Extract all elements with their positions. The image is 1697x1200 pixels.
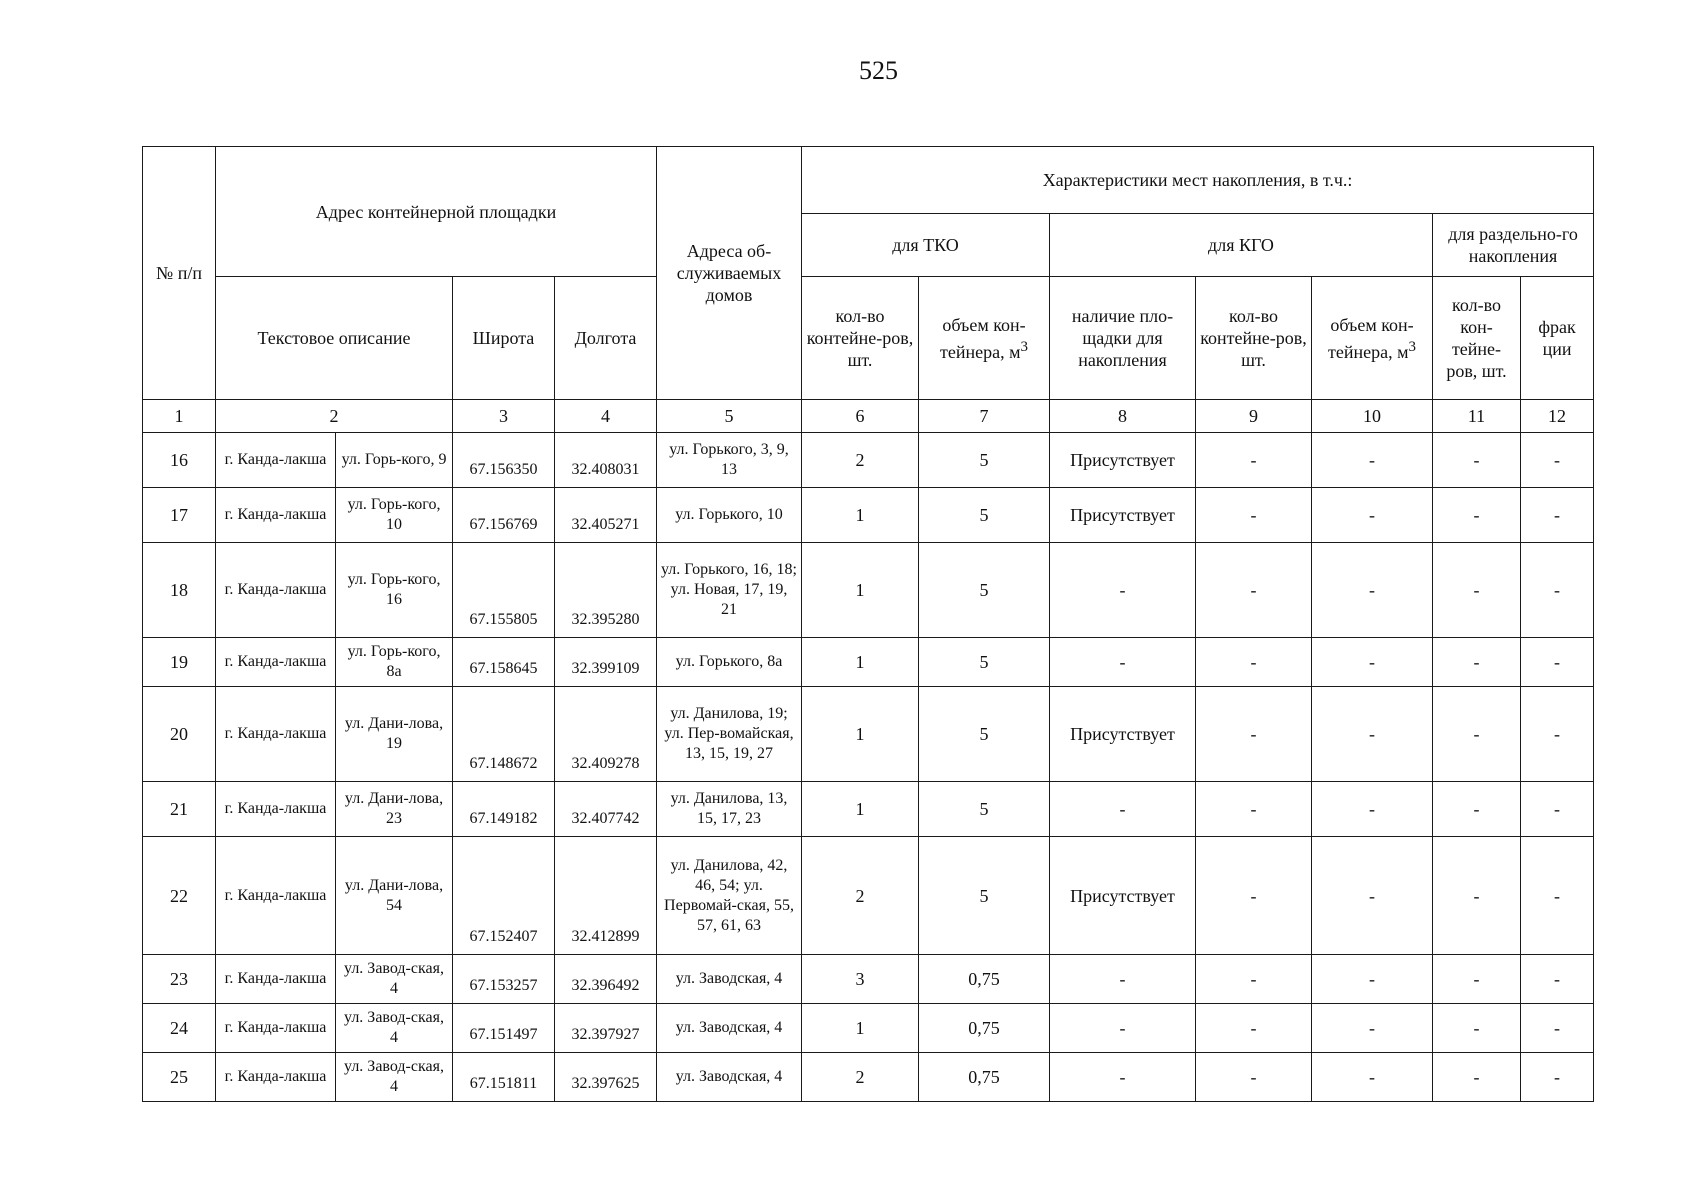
separate-count-cell: - [1433, 782, 1521, 837]
column-number: 3 [453, 400, 555, 433]
tko-count-cell: 1 [802, 687, 919, 782]
kgo-volume-cell: - [1312, 1004, 1433, 1053]
row-number: 17 [143, 488, 216, 543]
column-number: 1 [143, 400, 216, 433]
separate-fraction-cell: - [1521, 488, 1594, 543]
column-number: 10 [1312, 400, 1433, 433]
container-sites-table [142, 146, 1594, 1102]
kgo-volume-cell: - [1312, 543, 1433, 638]
column-number: 12 [1521, 400, 1594, 433]
header-kgo-volume: объем кон-тейнера, $м^3$ [1312, 277, 1433, 400]
latitude-cell: 67.149182 [453, 782, 555, 837]
kgo-volume-cell: - [1312, 1053, 1433, 1102]
table-row [143, 638, 1594, 687]
city-cell: г. Канда-лакша [216, 543, 336, 638]
header-for-kgo: для КГО [1050, 214, 1433, 277]
tko-volume-cell: 5 [919, 687, 1050, 782]
tko-count-cell: 1 [802, 782, 919, 837]
tko-count-cell: 2 [802, 837, 919, 955]
served-houses-cell: ул. Горького, 3, 9, 13 [657, 433, 802, 488]
kgo-site-cell: - [1050, 955, 1196, 1004]
served-houses-cell: ул. Данилова, 42, 46, 54; ул. Первомай-ская, 55, 57, 61, 63 [657, 837, 802, 955]
table-row [143, 433, 1594, 488]
tko-count-cell: 2 [802, 433, 919, 488]
row-number: 19 [143, 638, 216, 687]
latitude-cell: 67.155805 [453, 543, 555, 638]
header-separate-fraction: фрак ции [1521, 277, 1594, 400]
city-cell: г. Канда-лакша [216, 638, 336, 687]
tko-count-cell: 1 [802, 543, 919, 638]
latitude-cell: 67.152407 [453, 837, 555, 955]
city-cell: г. Канда-лакша [216, 433, 336, 488]
kgo-site-cell: - [1050, 1053, 1196, 1102]
served-houses-cell: ул. Горького, 8а [657, 638, 802, 687]
longitude-cell: 32.395280 [555, 543, 657, 638]
served-houses-cell: ул. Данилова, 13, 15, 17, 23 [657, 782, 802, 837]
kgo-volume-cell: - [1312, 955, 1433, 1004]
table-row [143, 782, 1594, 837]
header-tko-count: кол-во контейне-ров, шт. [802, 277, 919, 400]
kgo-count-cell: - [1196, 433, 1312, 488]
separate-fraction-cell: - [1521, 782, 1594, 837]
column-number: 5 [657, 400, 802, 433]
table-body [143, 433, 1594, 1102]
served-houses-cell: ул. Горького, 10 [657, 488, 802, 543]
header-for-tko: для ТКО [802, 214, 1050, 277]
kgo-volume-cell: - [1312, 488, 1433, 543]
longitude-cell: 32.397625 [555, 1053, 657, 1102]
street-cell: ул. Завод-ская, 4 [336, 955, 453, 1004]
kgo-site-cell: Присутствует [1050, 433, 1196, 488]
latitude-cell: 67.156769 [453, 488, 555, 543]
separate-count-cell: - [1433, 837, 1521, 955]
street-cell: ул. Завод-ская, 4 [336, 1053, 453, 1102]
column-number: 2 [216, 400, 453, 433]
row-number: 24 [143, 1004, 216, 1053]
kgo-count-cell: - [1196, 955, 1312, 1004]
header-latitude: Широта [453, 277, 555, 400]
header-text-description: Текстовое описание [216, 277, 453, 400]
longitude-cell: 32.412899 [555, 837, 657, 955]
served-houses-cell: ул. Горького, 16, 18; ул. Новая, 17, 19, 21 [657, 543, 802, 638]
served-houses-cell: ул. Заводская, 4 [657, 955, 802, 1004]
latitude-cell: 67.158645 [453, 638, 555, 687]
tko-volume-cell: 5 [919, 782, 1050, 837]
table-row [143, 1053, 1594, 1102]
tko-count-cell: 1 [802, 488, 919, 543]
header-kgo-count: кол-во контейне-ров, шт. [1196, 277, 1312, 400]
table-row [143, 488, 1594, 543]
kgo-volume-cell: - [1312, 638, 1433, 687]
row-number: 20 [143, 687, 216, 782]
table-row [143, 955, 1594, 1004]
tko-volume-cell: 0,75 [919, 1053, 1050, 1102]
header-served-houses: Адреса об-служиваемых домов [657, 147, 802, 400]
city-cell: г. Канда-лакша [216, 1053, 336, 1102]
column-numbers-row [143, 400, 1594, 433]
page-number: 525 [859, 56, 898, 85]
row-number: 25 [143, 1053, 216, 1102]
kgo-count-cell: - [1196, 837, 1312, 955]
kgo-volume-cell: - [1312, 837, 1433, 955]
column-number: 4 [555, 400, 657, 433]
city-cell: г. Канда-лакша [216, 687, 336, 782]
street-cell: ул. Горь-кого, 16 [336, 543, 453, 638]
separate-fraction-cell: - [1521, 955, 1594, 1004]
kgo-count-cell: - [1196, 687, 1312, 782]
table-row [143, 1004, 1594, 1053]
column-number: 6 [802, 400, 919, 433]
served-houses-cell: ул. Заводская, 4 [657, 1053, 802, 1102]
tko-count-cell: 2 [802, 1053, 919, 1102]
street-cell: ул. Горь-кого, 10 [336, 488, 453, 543]
kgo-count-cell: - [1196, 638, 1312, 687]
tko-volume-cell: 5 [919, 433, 1050, 488]
separate-count-cell: - [1433, 638, 1521, 687]
longitude-cell: 32.407742 [555, 782, 657, 837]
separate-fraction-cell: - [1521, 433, 1594, 488]
kgo-volume-cell: - [1312, 433, 1433, 488]
kgo-site-cell: - [1050, 1004, 1196, 1053]
street-cell: ул. Горь-кого, 8а [336, 638, 453, 687]
city-cell: г. Канда-лакша [216, 1004, 336, 1053]
kgo-count-cell: - [1196, 488, 1312, 543]
served-houses-cell: ул. Заводская, 4 [657, 1004, 802, 1053]
latitude-cell: 67.151497 [453, 1004, 555, 1053]
separate-fraction-cell: - [1521, 687, 1594, 782]
street-cell: ул. Дани-лова, 19 [336, 687, 453, 782]
header-separate-count: кол-во кон-тейне-ров, шт. [1433, 277, 1521, 400]
separate-count-cell: - [1433, 433, 1521, 488]
tko-volume-cell: 0,75 [919, 1004, 1050, 1053]
separate-fraction-cell: - [1521, 837, 1594, 955]
column-number: 8 [1050, 400, 1196, 433]
tko-volume-cell: 0,75 [919, 955, 1050, 1004]
latitude-cell: 67.148672 [453, 687, 555, 782]
city-cell: г. Канда-лакша [216, 955, 336, 1004]
city-cell: г. Канда-лакша [216, 837, 336, 955]
tko-count-cell: 1 [802, 638, 919, 687]
header-number: № п/п [143, 147, 216, 400]
longitude-cell: 32.408031 [555, 433, 657, 488]
kgo-site-cell: - [1050, 543, 1196, 638]
table-row [143, 543, 1594, 638]
tko-count-cell: 3 [802, 955, 919, 1004]
kgo-volume-cell: - [1312, 687, 1433, 782]
tko-count-cell: 1 [802, 1004, 919, 1053]
city-cell: г. Канда-лакша [216, 488, 336, 543]
row-number: 16 [143, 433, 216, 488]
header-for-separate: для раздельно-го накопления [1433, 214, 1594, 277]
street-cell: ул. Дани-лова, 23 [336, 782, 453, 837]
latitude-cell: 67.151811 [453, 1053, 555, 1102]
header-tko-volume: объем кон-тейнера, $м^3$ [919, 277, 1050, 400]
separate-count-cell: - [1433, 687, 1521, 782]
longitude-cell: 32.399109 [555, 638, 657, 687]
kgo-count-cell: - [1196, 1053, 1312, 1102]
table-header [143, 147, 1594, 433]
longitude-cell: 32.409278 [555, 687, 657, 782]
separate-fraction-cell: - [1521, 543, 1594, 638]
kgo-site-cell: - [1050, 638, 1196, 687]
header-address: Адрес контейнерной площадки [216, 147, 657, 277]
kgo-volume-cell: - [1312, 782, 1433, 837]
separate-count-cell: - [1433, 955, 1521, 1004]
header-kgo-site: наличие пло-щадки для накопления [1050, 277, 1196, 400]
longitude-cell: 32.396492 [555, 955, 657, 1004]
separate-count-cell: - [1433, 1004, 1521, 1053]
table-row [143, 837, 1594, 955]
latitude-cell: 67.153257 [453, 955, 555, 1004]
longitude-cell: 32.405271 [555, 488, 657, 543]
row-number: 21 [143, 782, 216, 837]
kgo-site-cell: Присутствует [1050, 837, 1196, 955]
kgo-site-cell: Присутствует [1050, 687, 1196, 782]
kgo-site-cell: - [1050, 782, 1196, 837]
kgo-count-cell: - [1196, 543, 1312, 638]
table-row [143, 687, 1594, 782]
longitude-cell: 32.397927 [555, 1004, 657, 1053]
tko-volume-cell: 5 [919, 488, 1050, 543]
tko-volume-cell: 5 [919, 543, 1050, 638]
column-number: 9 [1196, 400, 1312, 433]
street-cell: ул. Горь-кого, 9 [336, 433, 453, 488]
separate-count-cell: - [1433, 543, 1521, 638]
street-cell: ул. Дани-лова, 54 [336, 837, 453, 955]
row-number: 22 [143, 837, 216, 955]
row-number: 23 [143, 955, 216, 1004]
header-characteristics: Характеристики мест накопления, в т.ч.: [802, 147, 1594, 214]
served-houses-cell: ул. Данилова, 19; ул. Пер-вомайская, 13, 15, 19, 27 [657, 687, 802, 782]
latitude-cell: 67.156350 [453, 433, 555, 488]
separate-count-cell: - [1433, 488, 1521, 543]
tko-volume-cell: 5 [919, 638, 1050, 687]
kgo-count-cell: - [1196, 1004, 1312, 1053]
separate-fraction-cell: - [1521, 1053, 1594, 1102]
kgo-site-cell: Присутствует [1050, 488, 1196, 543]
kgo-count-cell: - [1196, 782, 1312, 837]
header-longitude: Долгота [555, 277, 657, 400]
column-number: 7 [919, 400, 1050, 433]
street-cell: ул. Завод-ская, 4 [336, 1004, 453, 1053]
row-number: 18 [143, 543, 216, 638]
separate-fraction-cell: - [1521, 638, 1594, 687]
column-number: 11 [1433, 400, 1521, 433]
separate-fraction-cell: - [1521, 1004, 1594, 1053]
separate-count-cell: - [1433, 1053, 1521, 1102]
tko-volume-cell: 5 [919, 837, 1050, 955]
city-cell: г. Канда-лакша [216, 782, 336, 837]
